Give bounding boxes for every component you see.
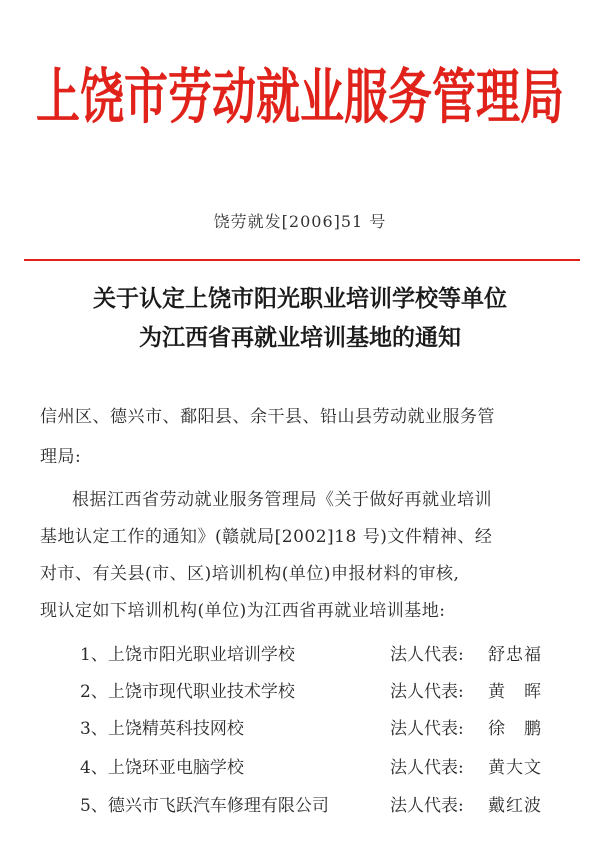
list-item — [80, 755, 570, 781]
body-line-recipients-cont: 理局: — [40, 447, 82, 467]
body-line-paragraph: 对市、有关县(市、区)培训机构(单位)申报材料的审核, — [40, 564, 460, 584]
institution-name: 5、德兴市飞跃汽车修理有限公司 — [80, 796, 329, 816]
list-item — [80, 642, 570, 668]
representative-name: 徐 鹏 — [488, 719, 542, 739]
institution-name: 4、上饶环亚电脑学校 — [80, 758, 244, 778]
institution-name: 2、上饶市现代职业技术学校 — [80, 682, 295, 702]
representative-name: 戴红波 — [488, 796, 542, 816]
representative-label: 法人代表: — [390, 719, 464, 739]
body-line-paragraph-start: 根据江西省劳动就业服务管理局《关于做好再就业培训 — [72, 490, 492, 510]
representative-label: 法人代表: — [390, 645, 464, 665]
list-item — [80, 716, 570, 742]
representative-name: 黄 晖 — [488, 682, 542, 702]
header-divider — [24, 259, 580, 261]
institution-name: 1、上饶市阳光职业培训学校 — [80, 645, 295, 665]
body-line-recipients: 信州区、德兴市、鄱阳县、余干县、铅山县劳动就业服务管 — [40, 407, 495, 427]
list-item — [80, 793, 570, 819]
body-line-paragraph-end: 现认定如下培训机构(单位)为江西省再就业培训基地: — [40, 601, 446, 621]
representative-label: 法人代表: — [390, 758, 464, 778]
representative-name: 黄大文 — [488, 758, 542, 778]
body-line-paragraph: 基地认定工作的通知》(赣就局[2002]18 号)文件精神、经 — [40, 527, 493, 547]
document-title-line-1: 关于认定上饶市阳光职业培训学校等单位 — [93, 286, 507, 312]
representative-name: 舒忠福 — [488, 645, 542, 665]
list-item — [80, 679, 570, 705]
representative-label: 法人代表: — [390, 796, 464, 816]
document-number: 饶劳就发[2006]51 号 — [213, 212, 387, 231]
organization-header: 上饶市劳动就业服务管理局 — [36, 63, 564, 133]
representative-label: 法人代表: — [390, 682, 464, 702]
institution-name: 3、上饶精英科技网校 — [80, 719, 244, 739]
document-title-line-2: 为江西省再就业培训基地的通知 — [139, 325, 461, 351]
